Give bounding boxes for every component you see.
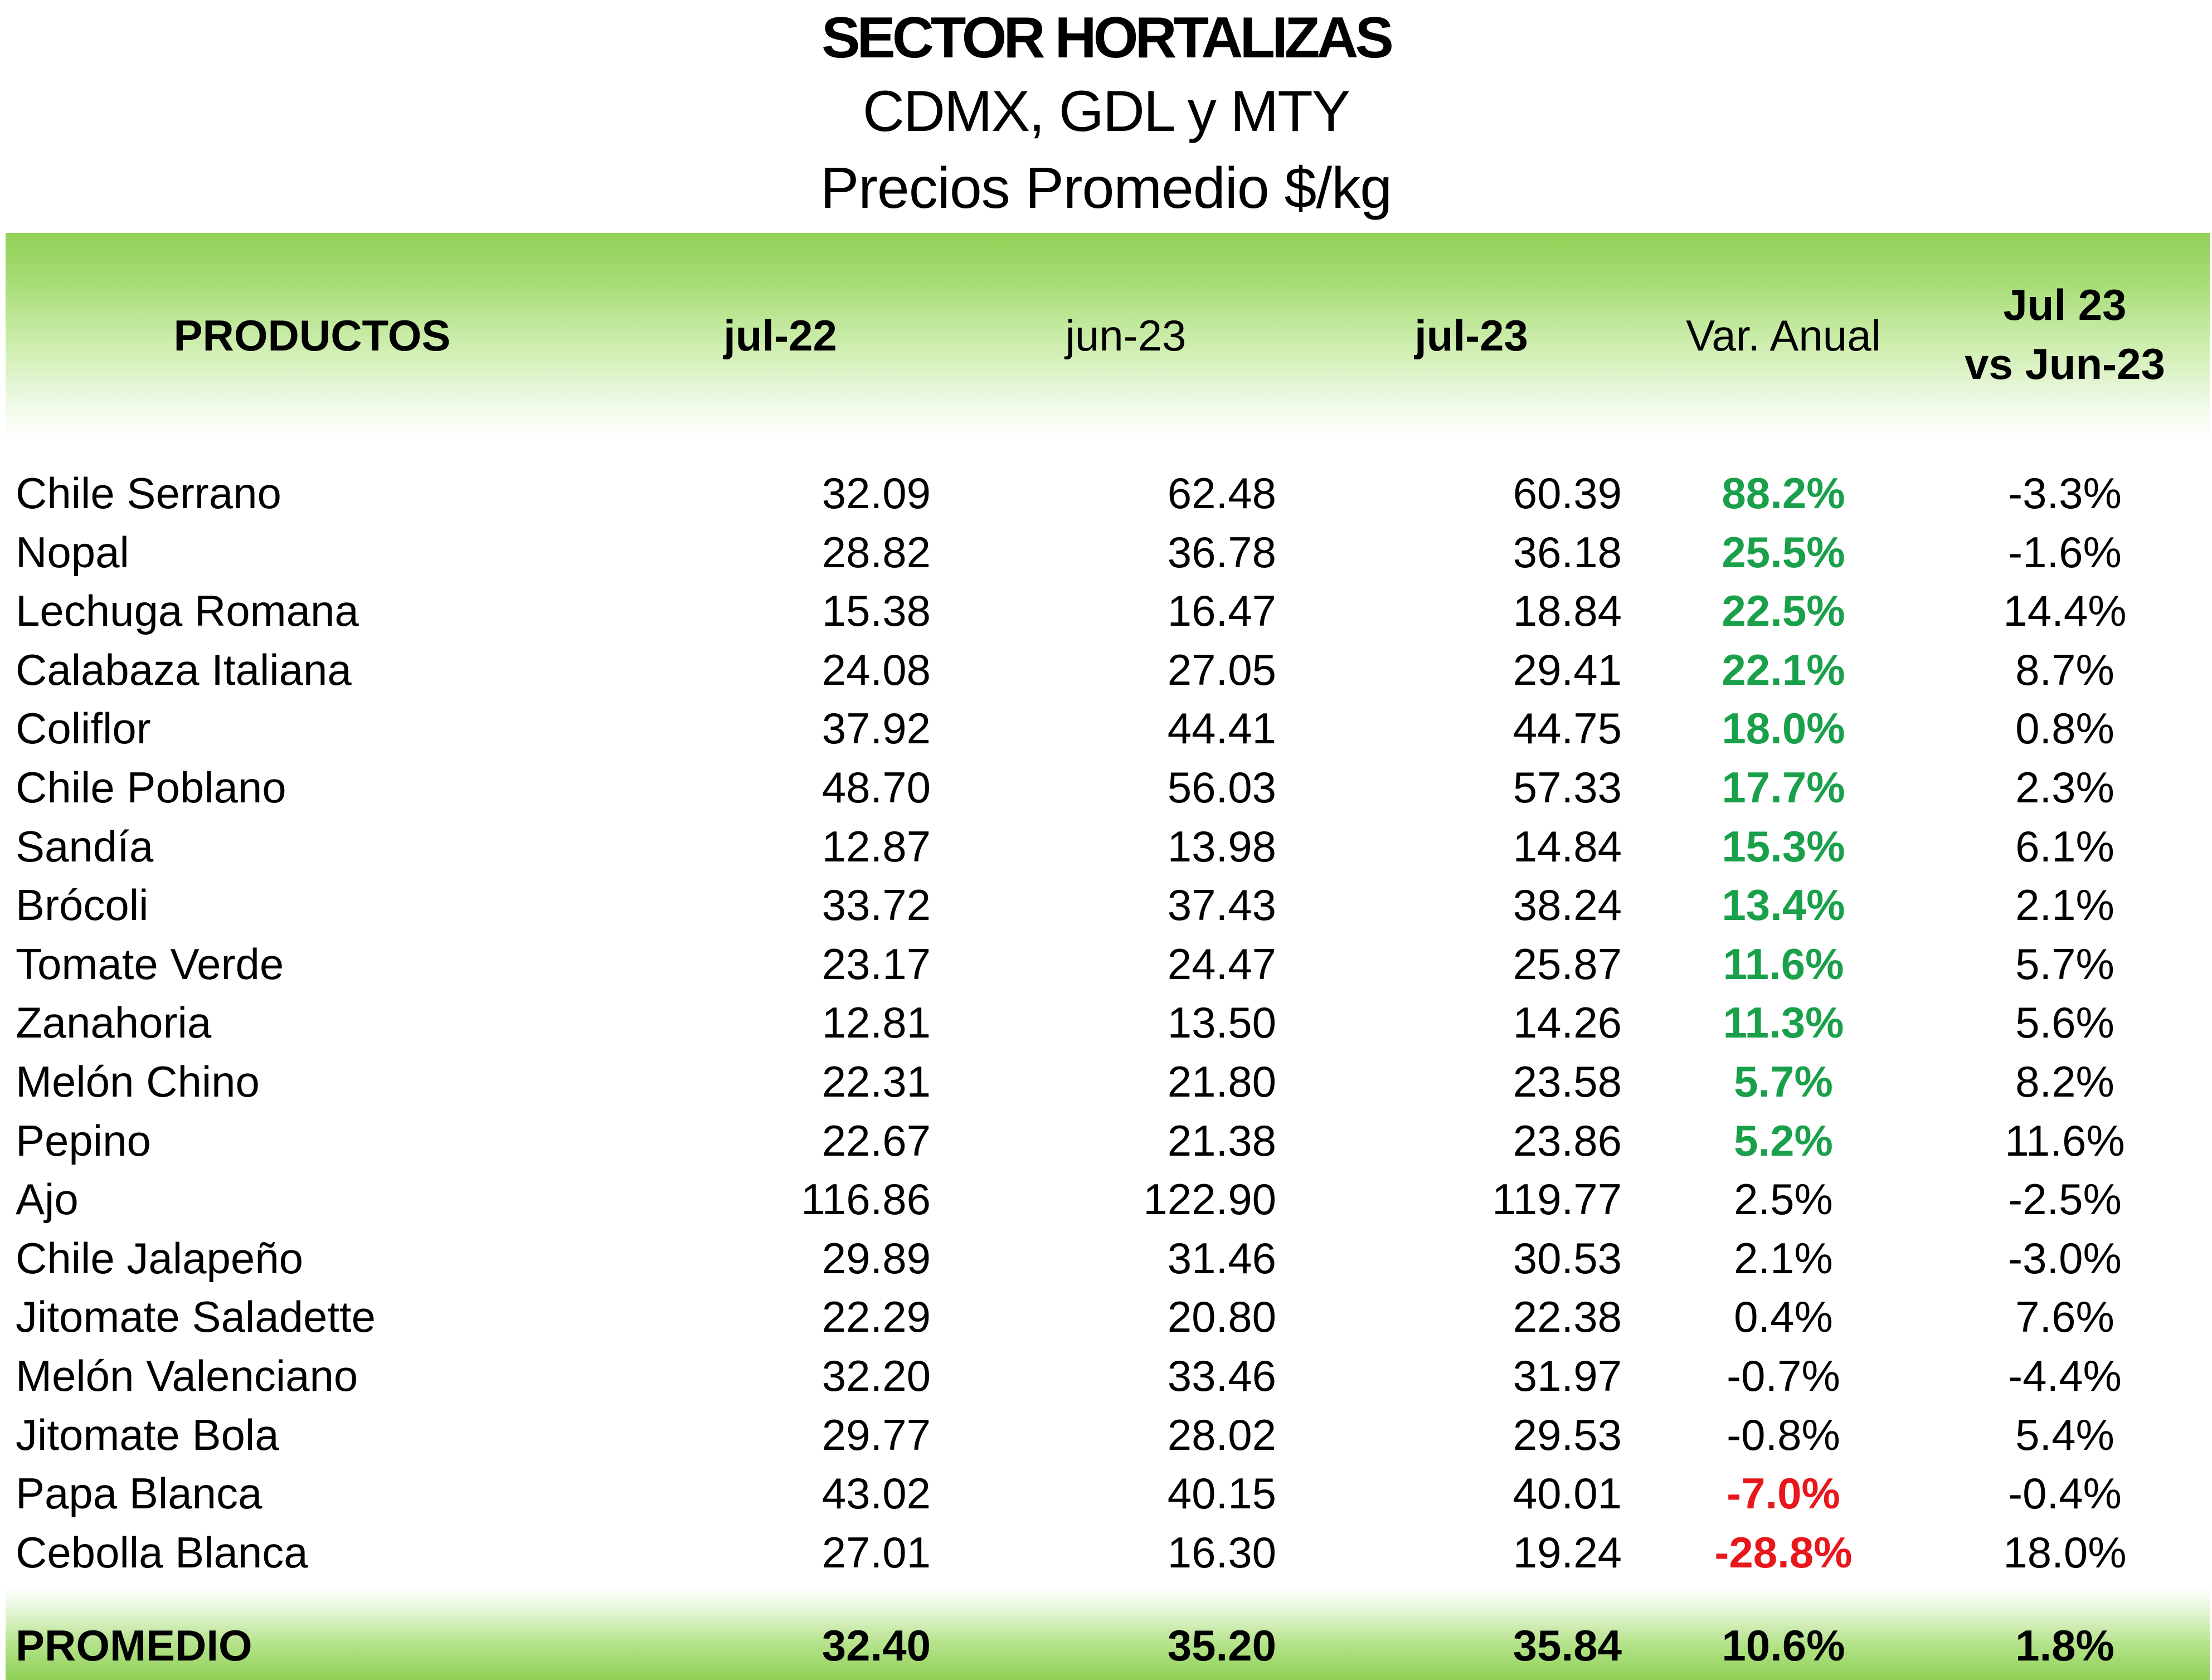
value-jun-23: 28.02 [1167, 1410, 1276, 1459]
value-jun-23: 36.78 [1167, 528, 1276, 577]
value-jul-23: 44.75 [1513, 704, 1622, 753]
value-jul-23: 19.24 [1513, 1528, 1622, 1577]
product-name: Melón Valenciano [16, 1351, 358, 1400]
value-jul-22: 116.86 [801, 1175, 931, 1224]
table-row [0, 1170, 2212, 1229]
value-jul-22: 28.82 [821, 528, 931, 577]
value-jul-22: 12.81 [821, 998, 931, 1047]
value-vs-jun-23: 2.3% [2015, 763, 2114, 812]
value-vs-jun-23: 8.2% [2015, 1057, 2114, 1106]
footer-vs: 1.8% [2015, 1621, 2114, 1670]
header-productos: PRODUCTOS [173, 311, 451, 360]
table-row [0, 523, 2212, 582]
table-row [0, 581, 2212, 640]
value-jun-23: 16.30 [1167, 1528, 1276, 1577]
header-vs-line2: vs Jun-23 [1965, 339, 2165, 388]
value-jul-23: 60.39 [1513, 469, 1622, 518]
value-jul-23: 31.97 [1513, 1351, 1622, 1400]
value-jul-22: 15.38 [821, 586, 931, 635]
product-name: Pepino [16, 1116, 151, 1165]
value-jul-23: 14.26 [1513, 998, 1622, 1047]
product-name: Jitomate Bola [16, 1410, 279, 1459]
header-vs-line1: Jul 23 [2003, 280, 2127, 329]
value-jul-22: 43.02 [821, 1469, 931, 1518]
table-row [0, 875, 2212, 934]
table-row [0, 699, 2212, 758]
table-footer-row [0, 1616, 2212, 1675]
footer-jul-22: 32.40 [821, 1621, 931, 1670]
value-var-anual: 2.1% [1734, 1234, 1833, 1283]
product-name: Chile Jalapeño [16, 1234, 304, 1283]
table-row [0, 1111, 2212, 1170]
value-jul-22: 12.87 [821, 822, 931, 871]
product-name: Melón Chino [16, 1057, 260, 1106]
table-row [0, 1287, 2212, 1346]
value-jul-22: 37.92 [821, 704, 931, 753]
value-jun-23: 24.47 [1167, 939, 1276, 988]
product-name: Cebolla Blanca [16, 1528, 308, 1577]
product-name: Coliflor [16, 704, 151, 753]
value-jul-23: 14.84 [1513, 822, 1622, 871]
value-jul-23: 18.84 [1513, 586, 1622, 635]
value-var-anual: -0.7% [1727, 1351, 1840, 1400]
product-name: Nopal [16, 528, 129, 577]
value-vs-jun-23: 5.6% [2015, 998, 2114, 1047]
value-jul-23: 23.58 [1513, 1057, 1622, 1106]
value-vs-jun-23: 0.8% [2015, 704, 2114, 753]
value-jul-23: 38.24 [1513, 880, 1622, 929]
product-name: Papa Blanca [16, 1469, 262, 1518]
value-var-anual: -28.8% [1714, 1528, 1853, 1577]
product-name: Ajo [16, 1175, 79, 1224]
table-row [0, 1229, 2212, 1288]
value-jun-23: 27.05 [1167, 645, 1276, 694]
table-row [0, 993, 2212, 1052]
value-jul-22: 32.20 [821, 1351, 931, 1400]
value-jun-23: 16.47 [1167, 586, 1276, 635]
table-row [0, 464, 2212, 523]
header-jul-23: jul-23 [1414, 311, 1528, 360]
value-vs-jun-23: -4.4% [2008, 1351, 2122, 1400]
value-vs-jun-23: -3.0% [2008, 1234, 2122, 1283]
table-row [0, 1052, 2212, 1111]
value-jun-23: 62.48 [1167, 469, 1276, 518]
value-vs-jun-23: 11.6% [2005, 1116, 2125, 1165]
value-vs-jun-23: 5.4% [2015, 1410, 2114, 1459]
product-name: Jitomate Saladette [16, 1292, 376, 1341]
table-row [0, 1523, 2212, 1582]
value-jul-22: 27.01 [821, 1528, 931, 1577]
value-jul-23: 22.38 [1513, 1292, 1622, 1341]
value-jul-23: 29.53 [1513, 1410, 1622, 1459]
value-jul-22: 22.29 [821, 1292, 931, 1341]
value-var-anual: 25.5% [1722, 528, 1845, 577]
footer-jun-23: 35.20 [1167, 1621, 1276, 1670]
value-var-anual: 5.2% [1734, 1116, 1833, 1165]
value-jun-23: 44.41 [1167, 704, 1276, 753]
value-vs-jun-23: -3.3% [2008, 469, 2122, 518]
page-subtitle-cities: CDMX, GDL y MTY [862, 79, 1350, 144]
table-row [0, 817, 2212, 876]
value-var-anual: 88.2% [1722, 469, 1845, 518]
page-subtitle-prices: Precios Promedio $/kg [820, 156, 1392, 221]
value-var-anual: 2.5% [1734, 1175, 1833, 1224]
value-jun-23: 31.46 [1167, 1234, 1276, 1283]
footer-var-anual: 10.6% [1722, 1621, 1845, 1670]
table-row [0, 934, 2212, 994]
value-vs-jun-23: -1.6% [2008, 528, 2122, 577]
value-vs-jun-23: -2.5% [2008, 1175, 2122, 1224]
header-jul-22: jul-22 [723, 311, 837, 360]
value-var-anual: -7.0% [1727, 1469, 1840, 1518]
value-jun-23: 21.80 [1167, 1057, 1276, 1106]
product-name: Calabaza Italiana [16, 645, 352, 694]
table-row [0, 1464, 2212, 1523]
value-jul-22: 33.72 [821, 880, 931, 929]
value-vs-jun-23: 18.0% [2003, 1528, 2127, 1577]
product-name: Lechuga Romana [16, 586, 359, 635]
value-jul-23: 25.87 [1513, 939, 1622, 988]
value-var-anual: 18.0% [1722, 704, 1845, 753]
product-name: Sandía [16, 822, 154, 871]
value-jun-23: 20.80 [1167, 1292, 1276, 1341]
value-jul-22: 24.08 [821, 645, 931, 694]
value-jun-23: 13.50 [1167, 998, 1276, 1047]
value-jul-22: 29.89 [821, 1234, 931, 1283]
product-name: Tomate Verde [16, 939, 284, 988]
value-jun-23: 40.15 [1167, 1469, 1276, 1518]
value-jun-23: 13.98 [1167, 822, 1276, 871]
product-name: Chile Serrano [16, 469, 281, 518]
value-jul-23: 23.86 [1513, 1116, 1622, 1165]
header-var-anual: Var. Anual [1686, 311, 1881, 360]
value-jun-23: 33.46 [1167, 1351, 1276, 1400]
footer-label: PROMEDIO [16, 1621, 252, 1670]
value-vs-jun-23: 5.7% [2015, 939, 2114, 988]
value-jun-23: 122.90 [1143, 1175, 1276, 1224]
page-title: SECTOR HORTALIZAS [821, 6, 1391, 70]
value-vs-jun-23: 14.4% [2003, 586, 2127, 635]
value-vs-jun-23: 2.1% [2015, 880, 2114, 929]
value-var-anual: 15.3% [1722, 822, 1845, 871]
value-jun-23: 21.38 [1167, 1116, 1276, 1165]
value-jul-22: 48.70 [821, 763, 931, 812]
value-jul-22: 22.31 [821, 1057, 931, 1106]
table-row [0, 758, 2212, 817]
value-jul-22: 23.17 [821, 939, 931, 988]
product-name: Chile Poblano [16, 763, 286, 812]
value-jul-23: 57.33 [1513, 763, 1622, 812]
value-jul-22: 29.77 [821, 1410, 931, 1459]
value-var-anual: 13.4% [1722, 880, 1845, 929]
value-vs-jun-23: 8.7% [2015, 645, 2114, 694]
value-jul-23: 29.41 [1513, 645, 1622, 694]
value-var-anual: 22.5% [1722, 586, 1845, 635]
table-row [0, 1405, 2212, 1464]
value-jul-23: 30.53 [1513, 1234, 1622, 1283]
table-row [0, 640, 2212, 699]
value-var-anual: 5.7% [1734, 1057, 1833, 1106]
value-jul-22: 22.67 [821, 1116, 931, 1165]
product-name: Zanahoria [16, 998, 212, 1047]
value-var-anual: 0.4% [1734, 1292, 1833, 1341]
product-name: Brócoli [16, 880, 149, 929]
table-row [0, 1346, 2212, 1405]
value-vs-jun-23: -0.4% [2008, 1469, 2122, 1518]
value-var-anual: 11.3% [1723, 998, 1844, 1047]
footer-jul-23: 35.84 [1513, 1621, 1622, 1670]
value-jun-23: 56.03 [1167, 763, 1276, 812]
value-jul-23: 119.77 [1492, 1175, 1622, 1224]
header-jun-23: jun-23 [1065, 311, 1187, 360]
value-var-anual: 17.7% [1722, 763, 1845, 812]
value-jul-23: 36.18 [1513, 528, 1622, 577]
value-jul-23: 40.01 [1513, 1469, 1622, 1518]
value-jul-22: 32.09 [821, 469, 931, 518]
value-var-anual: 22.1% [1722, 645, 1845, 694]
value-jun-23: 37.43 [1167, 880, 1276, 929]
value-var-anual: 11.6% [1723, 939, 1844, 988]
value-vs-jun-23: 7.6% [2015, 1292, 2114, 1341]
value-var-anual: -0.8% [1727, 1410, 1840, 1459]
value-vs-jun-23: 6.1% [2015, 822, 2114, 871]
